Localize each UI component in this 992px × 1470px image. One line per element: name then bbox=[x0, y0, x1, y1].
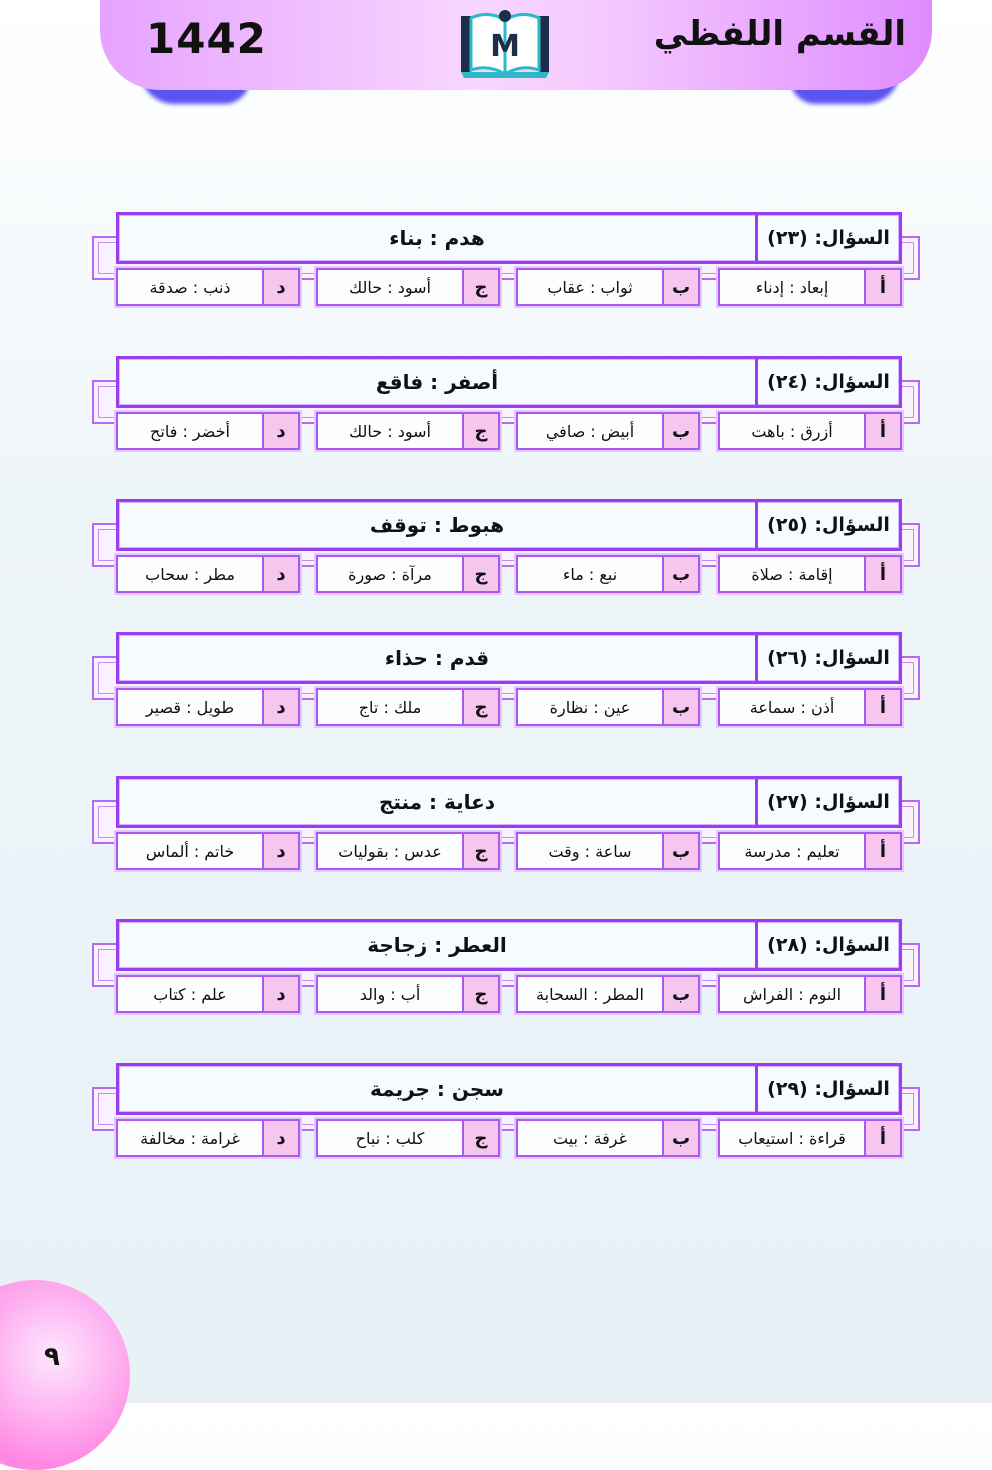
option-letter: د bbox=[262, 557, 298, 591]
option-text: مرآة : صورة bbox=[348, 564, 432, 584]
question-label: السؤال: (٢٤) bbox=[755, 359, 899, 405]
option-text: خاتم : ألماس bbox=[145, 841, 235, 861]
option-b[interactable] bbox=[516, 555, 700, 593]
page-header bbox=[100, 0, 932, 90]
option-b[interactable] bbox=[516, 975, 700, 1013]
option-letter: أ bbox=[864, 270, 900, 304]
option-c[interactable] bbox=[316, 832, 500, 870]
option-letter: أ bbox=[864, 557, 900, 591]
option-text: تعليم : مدرسة bbox=[744, 841, 840, 861]
question-text: سجن : جريمة bbox=[370, 1077, 504, 1101]
option-text: ثواب : عقاب bbox=[547, 277, 633, 297]
option-text: قراءة : استيعاب bbox=[738, 1128, 846, 1148]
option-text: ملك : تاج bbox=[358, 697, 422, 717]
option-letter: د bbox=[262, 1121, 298, 1155]
option-d[interactable] bbox=[116, 412, 300, 450]
question-label: السؤال: (٢٩) bbox=[755, 1066, 899, 1112]
option-a[interactable] bbox=[718, 268, 902, 306]
option-text: أذن : سماعة bbox=[749, 697, 835, 717]
option-text: عين : نظارة bbox=[549, 697, 631, 717]
option-letter: ب bbox=[662, 557, 698, 591]
option-text: أسود : حالك bbox=[349, 277, 431, 297]
option-letter: ج bbox=[462, 1121, 498, 1155]
option-b[interactable] bbox=[516, 1119, 700, 1157]
book-logo-icon bbox=[458, 4, 552, 82]
option-letter: ب bbox=[662, 834, 698, 868]
option-text: ذنب : صدقة bbox=[149, 277, 231, 297]
option-c[interactable] bbox=[316, 688, 500, 726]
option-a[interactable] bbox=[718, 412, 902, 450]
option-text: عدس : بقوليات bbox=[338, 841, 442, 861]
option-c[interactable] bbox=[316, 412, 500, 450]
option-letter: أ bbox=[864, 1121, 900, 1155]
question-text: قدم : حذاء bbox=[384, 646, 490, 670]
question-block bbox=[92, 776, 922, 874]
option-text: إقامة : صلاة bbox=[751, 564, 833, 584]
question-text: العطر : زجاجة bbox=[367, 933, 507, 957]
section-title: القسم اللفظي bbox=[653, 14, 906, 54]
option-text: إبعاد : إدناء bbox=[755, 277, 829, 297]
question-label: السؤال: (٢٣) bbox=[755, 215, 899, 261]
option-text: غرفة : بيت bbox=[553, 1128, 627, 1148]
option-letter: د bbox=[262, 270, 298, 304]
option-letter: ج bbox=[462, 414, 498, 448]
option-text: أخضر : فاتح bbox=[150, 421, 230, 441]
option-a[interactable] bbox=[718, 832, 902, 870]
question-label: السؤال: (٢٧) bbox=[755, 779, 899, 825]
question-header bbox=[116, 776, 902, 828]
option-text: أب : والد bbox=[359, 984, 421, 1004]
option-d[interactable] bbox=[116, 1119, 300, 1157]
option-letter: د bbox=[262, 690, 298, 724]
option-a[interactable] bbox=[718, 1119, 902, 1157]
option-letter: د bbox=[262, 414, 298, 448]
option-c[interactable] bbox=[316, 975, 500, 1013]
option-text: نبع : ماء bbox=[562, 564, 618, 584]
option-text: مطر : سحاب bbox=[145, 564, 235, 584]
question-header bbox=[116, 632, 902, 684]
option-b[interactable] bbox=[516, 688, 700, 726]
option-c[interactable] bbox=[316, 555, 500, 593]
option-letter: ج bbox=[462, 690, 498, 724]
option-text: ساعة : وقت bbox=[548, 841, 632, 861]
option-text: أزرق : باهت bbox=[751, 421, 833, 441]
question-block bbox=[92, 919, 922, 1017]
option-letter: ج bbox=[462, 270, 498, 304]
option-letter: ج bbox=[462, 557, 498, 591]
question-text: أصفر : فاقع bbox=[375, 370, 499, 394]
option-a[interactable] bbox=[718, 975, 902, 1013]
option-text: أسود : حالك bbox=[349, 421, 431, 441]
question-block bbox=[92, 632, 922, 730]
question-text: هبوط : توقف bbox=[369, 513, 505, 537]
option-text: غرامة : مخالفة bbox=[140, 1128, 240, 1148]
header-year: 1442 bbox=[146, 14, 267, 63]
question-header bbox=[116, 212, 902, 264]
option-text: علم : كتاب bbox=[153, 984, 227, 1004]
option-b[interactable] bbox=[516, 268, 700, 306]
question-label: السؤال: (٢٥) bbox=[755, 502, 899, 548]
option-letter: ب bbox=[662, 977, 698, 1011]
decorative-bubble bbox=[0, 1280, 130, 1470]
option-a[interactable] bbox=[718, 688, 902, 726]
option-letter: ب bbox=[662, 414, 698, 448]
option-a[interactable] bbox=[718, 555, 902, 593]
question-label: السؤال: (٢٨) bbox=[755, 922, 899, 968]
option-d[interactable] bbox=[116, 555, 300, 593]
option-letter: د bbox=[262, 834, 298, 868]
question-header bbox=[116, 499, 902, 551]
option-text: كلب : نباح bbox=[355, 1128, 425, 1148]
option-letter: أ bbox=[864, 834, 900, 868]
question-block bbox=[92, 212, 922, 310]
option-letter: ب bbox=[662, 1121, 698, 1155]
question-text: هدم : بناء bbox=[389, 226, 485, 250]
option-text: طويل : قصير bbox=[145, 697, 235, 717]
option-letter: ج bbox=[462, 834, 498, 868]
question-text: دعاية : منتج bbox=[378, 790, 496, 814]
question-label: السؤال: (٢٦) bbox=[755, 635, 899, 681]
option-letter: أ bbox=[864, 690, 900, 724]
question-header bbox=[116, 356, 902, 408]
option-d[interactable] bbox=[116, 832, 300, 870]
question-block bbox=[92, 356, 922, 454]
option-text: أبيض : صافي bbox=[545, 421, 635, 441]
option-d[interactable] bbox=[116, 688, 300, 726]
question-header bbox=[116, 919, 902, 971]
option-c[interactable] bbox=[316, 1119, 500, 1157]
option-letter: أ bbox=[864, 414, 900, 448]
option-letter: د bbox=[262, 977, 298, 1011]
option-letter: ب bbox=[662, 690, 698, 724]
question-block bbox=[92, 499, 922, 597]
page-number: ٩ bbox=[44, 1342, 60, 1372]
option-b[interactable] bbox=[516, 412, 700, 450]
option-b[interactable] bbox=[516, 832, 700, 870]
logo-letter: M bbox=[490, 29, 520, 64]
option-text: المطر : السحابة bbox=[536, 984, 644, 1004]
option-c[interactable] bbox=[316, 268, 500, 306]
option-letter: ب bbox=[662, 270, 698, 304]
question-block bbox=[92, 1063, 922, 1161]
option-letter: ج bbox=[462, 977, 498, 1011]
option-letter: أ bbox=[864, 977, 900, 1011]
option-d[interactable] bbox=[116, 268, 300, 306]
question-header bbox=[116, 1063, 902, 1115]
option-d[interactable] bbox=[116, 975, 300, 1013]
option-text: النوم : الفراش bbox=[742, 984, 842, 1004]
